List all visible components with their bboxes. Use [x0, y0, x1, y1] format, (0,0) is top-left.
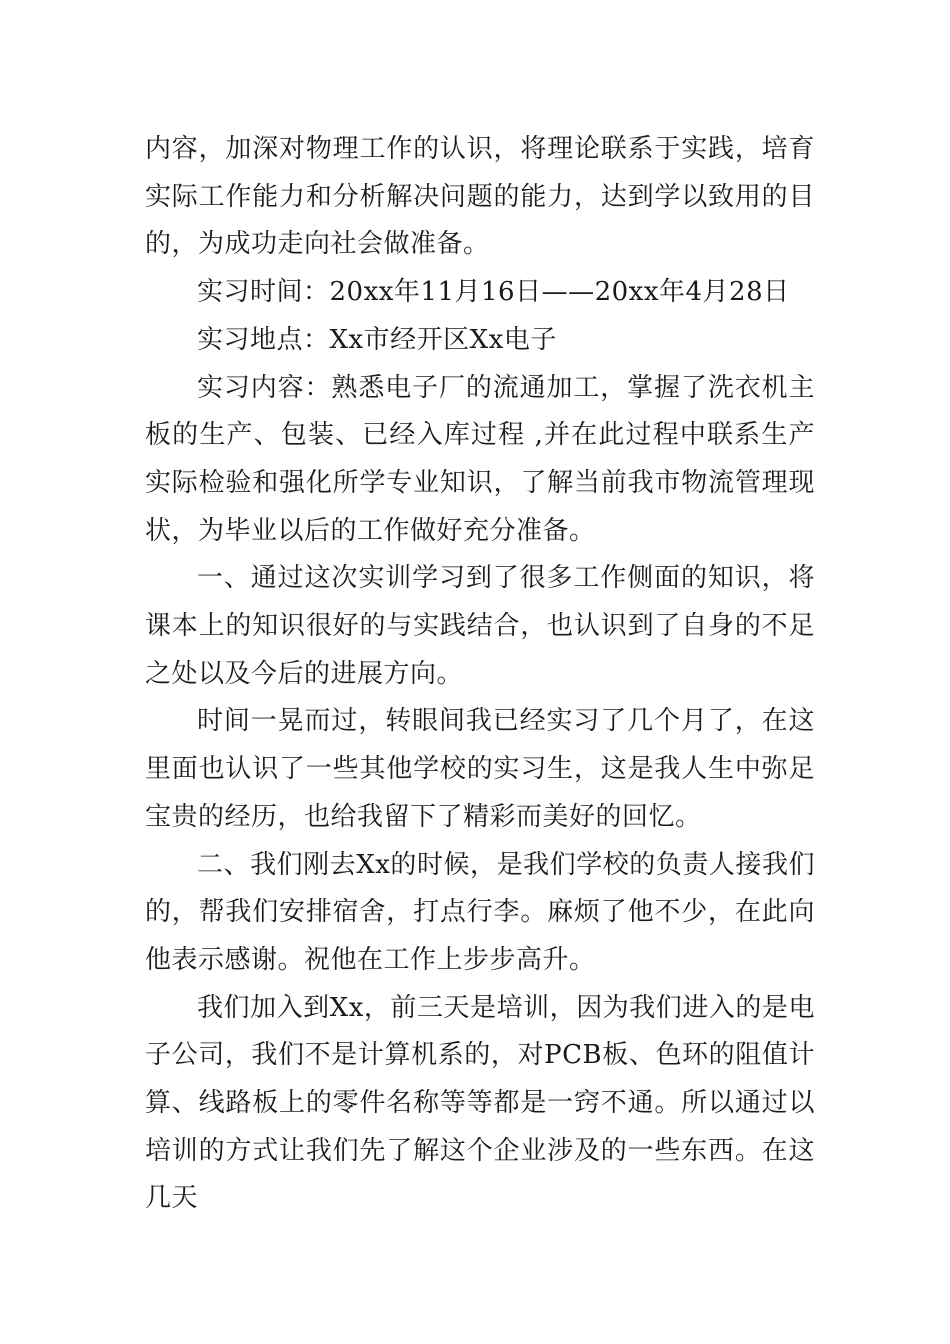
- paragraph-section-one: 一、通过这次实训学习到了很多工作侧面的知识，将课本上的知识很好的与实践结合，也认识到了自身的不足之处以及今后的进展方向。: [145, 563, 815, 689]
- paragraph-time-passes: 时间一晃而过，转眼间我已经实习了几个月了，在这里面也认识了一些其他学校的实习生，这是我人生中弥足宝贵的经历，也给我留下了精彩而美好的回忆。: [145, 706, 815, 832]
- paragraph-internship-location: 实习地点：Xx市经开区Xx电子: [197, 324, 557, 355]
- paragraph-intro-continuation: 内容，加深对物理工作的认识，将理论联系于实践，培育实际工作能力和分析解决问题的能力，达到学以致用的目的，为成功走向社会做准备。: [145, 134, 815, 260]
- paragraph-section-two: 二、我们刚去Xx的时候，是我们学校的负责人接我们的，帮我们安排宿舍，打点行李。麻烦了他不少，在此向他表示感谢。祝他在工作上步步高升。: [145, 849, 815, 975]
- document-body: [145, 126, 815, 1223]
- paragraph-internship-content: 实习内容：熟悉电子厂的流通加工，掌握了洗衣机主板的生产、包装、已经入库过程 ,并在此过程中联系生产实际检验和强化所学专业知识，了解当前我市物流管理现状，为毕业以后的工作做好充分准备。: [145, 372, 815, 546]
- paragraph-internship-time: 实习时间：20xx年11月16日——20xx年4月28日: [197, 277, 790, 308]
- paragraph-training: 我们加入到Xx，前三天是培训，因为我们进入的是电子公司，我们不是计算机系的，对PCB板、色环的阻值计算、线路板上的零件名称等等都是一窍不通。所以通过以培训的方式让我们先了解这个企业涉及的一些东西。在这几天: [145, 992, 815, 1214]
